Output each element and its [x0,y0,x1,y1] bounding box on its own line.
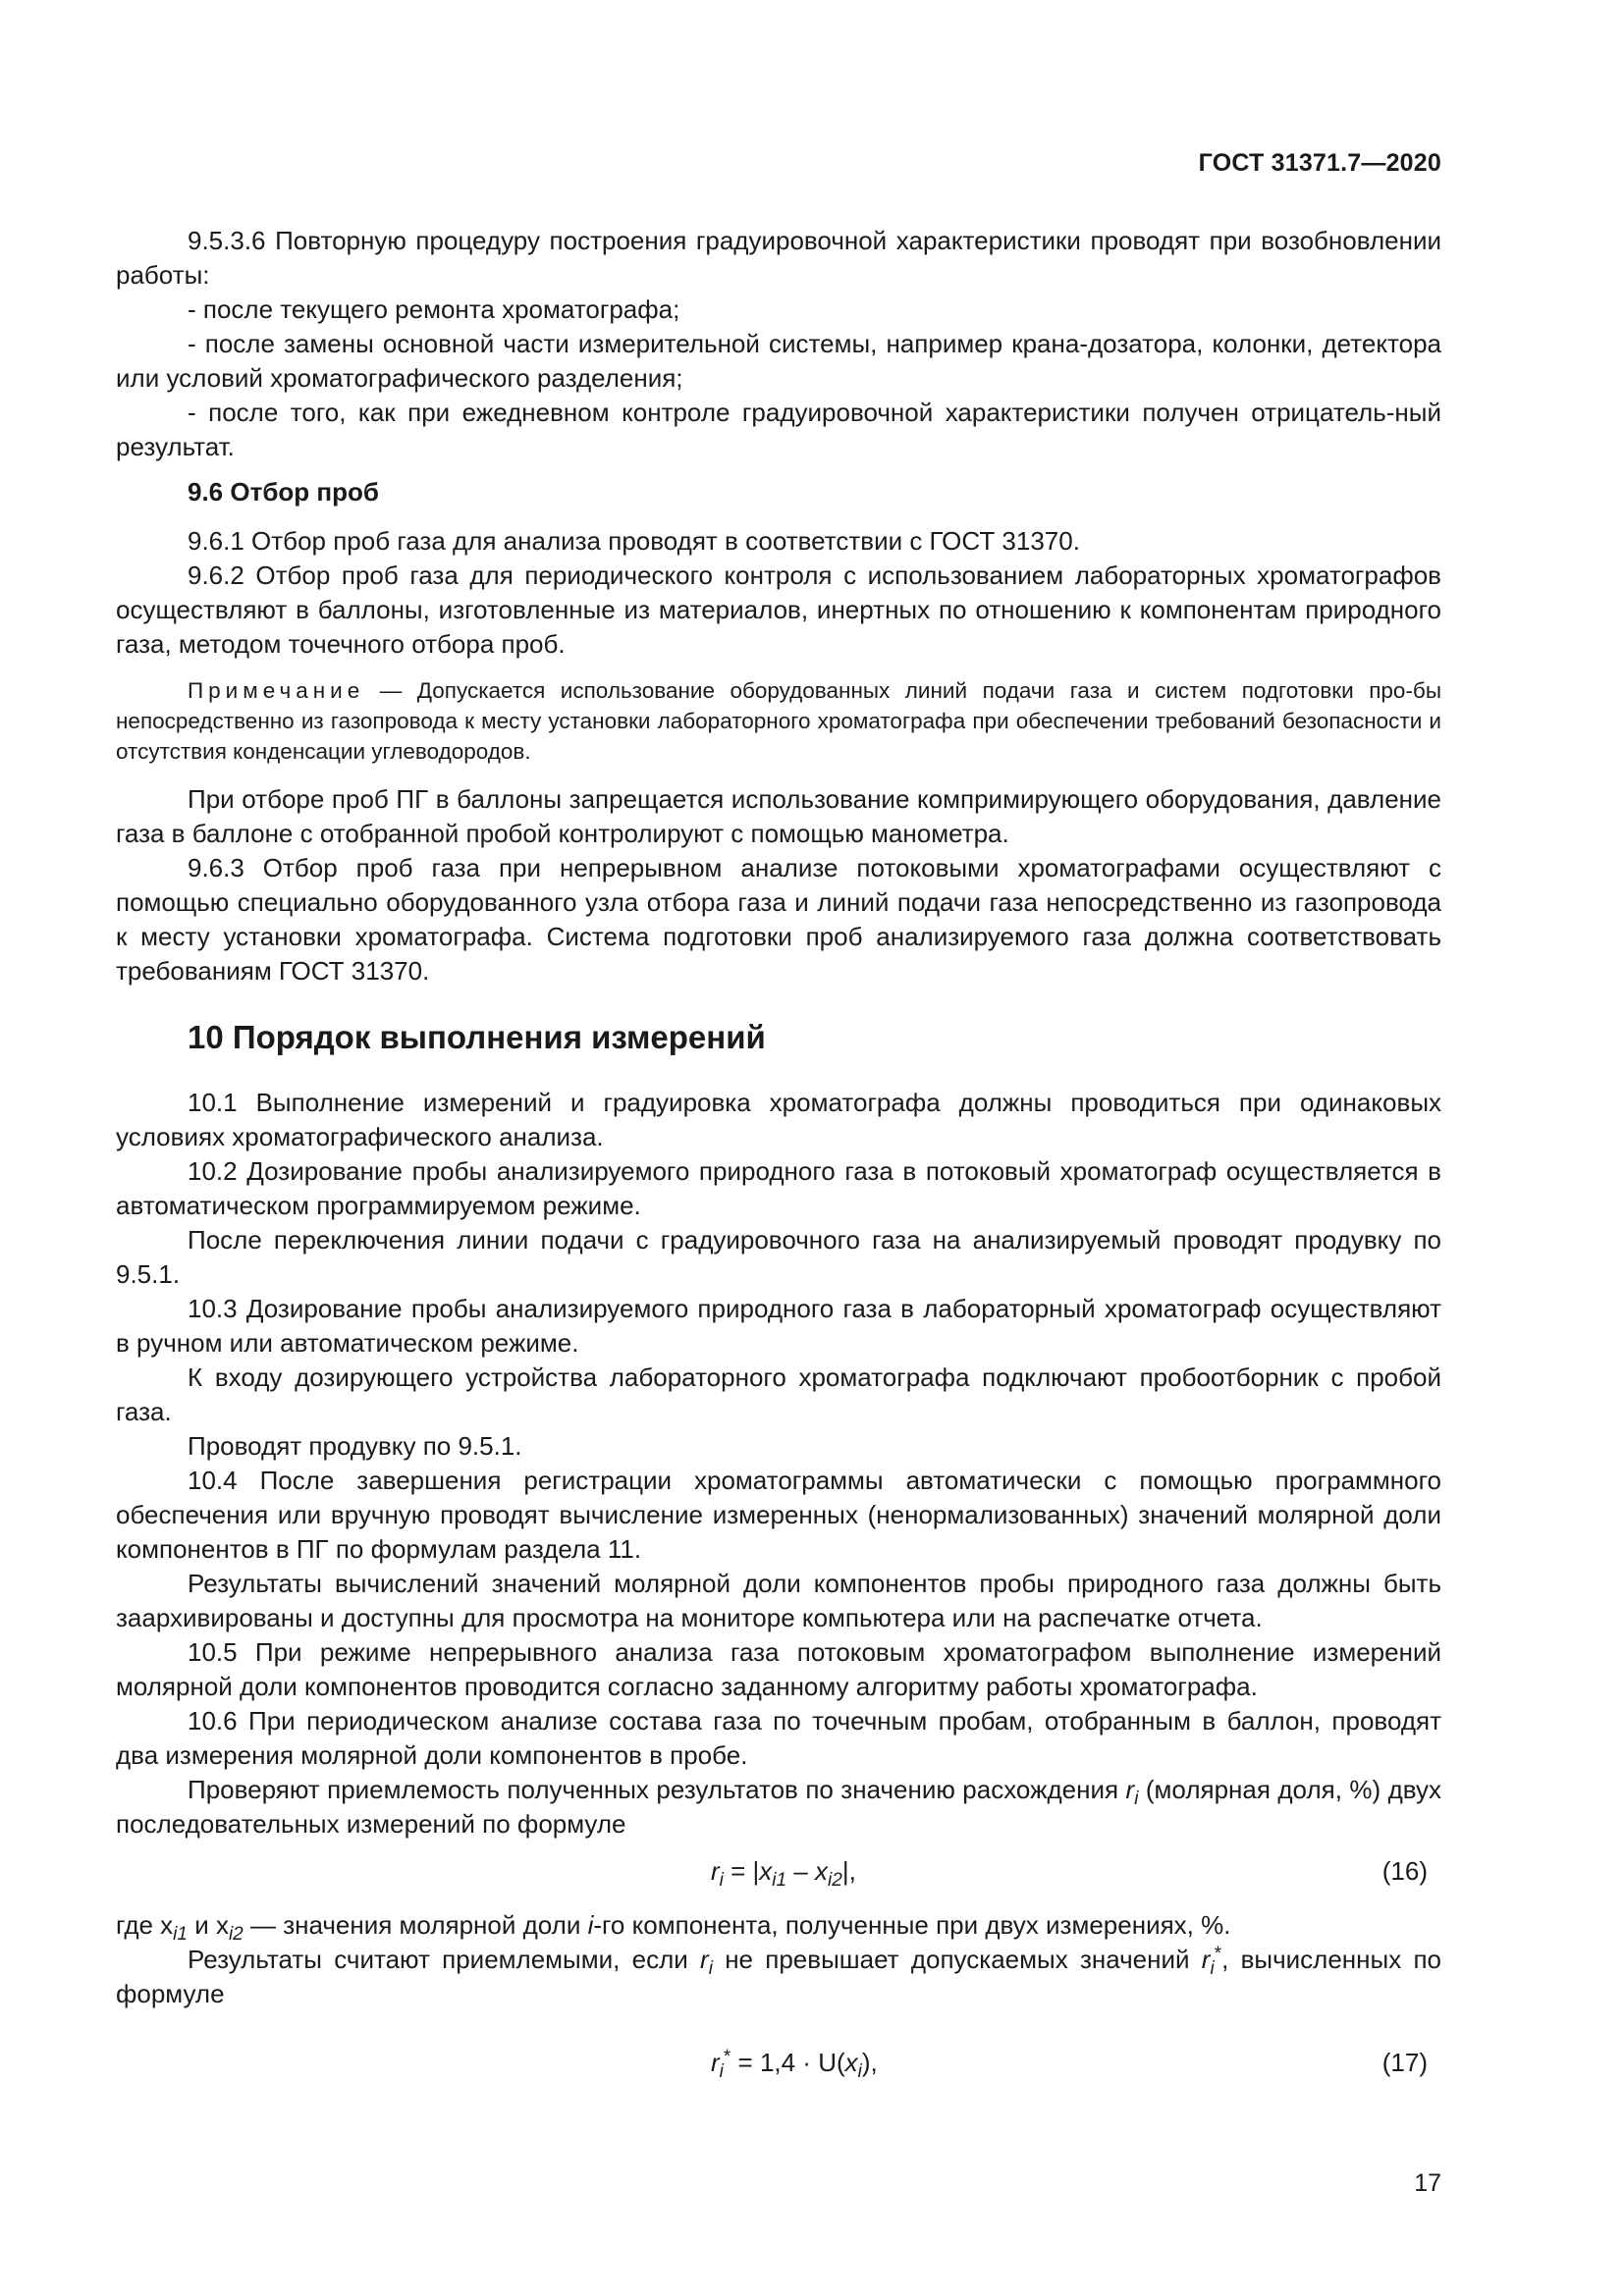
note-label: Примечание [188,678,365,703]
paragraph-9-5-3-6: 9.5.3.6 Повторную процедуру построения градуировочной характеристики проводят при возобновлении работы: [116,226,1441,290]
formula-17-expression: $r_i^* = 1,4 \cdot U(x_i)$, [711,2047,878,2082]
paragraph-acceptance: Результаты считают приемлемыми, если $r_i$ не превышает допускаемых значений $r_i^*$, вычисленных по формуле [116,1944,1441,2008]
formula-17-number: (17) [1381,2048,1428,2077]
paragraph-9-6-1: 9.6.1 Отбор проб газа для анализа проводят в соответствии с ГОСТ 31370. [188,526,1080,556]
heading-10: 10 Порядок выполнения измерений [188,1019,766,1055]
formula-17 [116,2046,1441,2080]
document-header: ГОСТ 31371.7—2020 [1198,149,1441,177]
heading-9-6: 9.6 Отбор проб [188,477,379,507]
formula-16-number: (16) [1381,1856,1428,1886]
document-page [116,0,1441,2296]
paragraph-9-6-2: 9.6.2 Отбор проб газа для периодического контроля с использованием лабораторных хроматографов осуществляют в баллоны, изготовленные из материалов, инертных по отношению к компонентам природного газа, методом точечного отбора проб. [116,561,1441,659]
list-item: - после того, как при ежедневном контроле градуировочной характеристики получен отрицатель-ный результат. [116,398,1441,461]
subscript-i: i [1134,1789,1139,1809]
formula-16 [116,1854,1441,1889]
text-run: (молярная доля, %) двух последовательных измерений по формуле [116,1775,1441,1839]
paragraph-9-6-2-cont: При отборе проб ПГ в баллоны запрещается использование компримирующего оборудования, давление газа в баллоне с отобранной пробой контролируют с помощью манометра. [116,784,1441,848]
paragraph-10-6-check [116,1773,1441,1842]
paragraph-10-1: 10.1 Выполнение измерений и градуировка хроматографа должны проводиться при одинаковых условиях хроматографического анализа. [116,1088,1441,1151]
paragraph-9-6-3: 9.6.3 Отбор проб газа при непрерывном анализе потоковыми хроматографами осуществляют с помощью специально оборудованного узла отбора газа и линий подачи газа непосредственно из газопровода к месту установки хроматографа. Система подготовки проб анализируемого газа должна соответствовать требованиям ГОСТ 31370. [116,853,1441,986]
variable-r: r [1125,1775,1135,1804]
paragraph-10-6: 10.6 При периодическом анализе состава газа по точечным пробам, отобранным в баллон, проводят два измерения молярной доли компонентов в пробе. [116,1706,1441,1770]
paragraph-10-3: 10.3 Дозирование пробы анализируемого природного газа в лабораторный хроматограф осуществляют в ручном или автоматическом режиме. [116,1294,1441,1358]
paragraph-10-5: 10.5 При режиме непрерывного анализа газа потоковым хроматографом выполнение измерений молярной доли компонентов проводится согласно заданному алгоритму работы хроматографа. [116,1637,1441,1701]
paragraph-10-3-purge: Проводят продувку по 9.5.1. [188,1431,522,1461]
note-text: — Допускается использование оборудованных линий подачи газа и систем подготовки про-бы непосредственно из газопровода к месту установки лабораторного хроматографа при обеспечении требований безопасности и отсутствия конденсации углеводородов. [116,678,1441,764]
paragraph-10-2: 10.2 Дозирование пробы анализируемого природного газа в потоковый хроматограф осуществляется в автоматическом программируемом режиме. [116,1156,1441,1220]
paragraph-10-2-cont: После переключения линии подачи с градуировочного газа на анализируемый проводят продувку по 9.5.1. [116,1225,1441,1289]
list-item: - после замены основной части измерительной системы, например крана-дозатора, колонки, детектора или условий хроматографического разделения; [116,329,1441,393]
text-run: Проверяют приемлемость полученных результатов по значению расхождения [188,1775,1126,1804]
list-item: - после текущего ремонта хроматографа; [188,294,680,324]
paragraph-10-4-cont: Результаты вычислений значений молярной доли компонентов пробы природного газа должны быть заархивированы и доступны для просмотра на мониторе компьютера или на распечатке отчета. [116,1569,1441,1632]
formula-16-expression: $r_i = |x_{i1} - x_{i2}|$, [711,1856,856,1891]
note [116,675,1441,767]
page-number: 17 [1414,2169,1441,2197]
paragraph-10-4: 10.4 После завершения регистрации хроматограммы автоматически с помощью программного обеспечения или вручную проводят вычисление измеренных (ненормализованных) значений молярной доли компонентов в ПГ по формулам раздела 11. [116,1466,1441,1564]
paragraph-10-3-cont: К входу дозирующего устройства лабораторного хроматографа подключают пробоотборник с пробой газа. [116,1362,1441,1426]
formula-16-where: где $x_{i1}$ и $x_{i2}$ — значения молярной доли i-го компонента, полученные при двух измерениях, %. [116,1910,1231,1945]
